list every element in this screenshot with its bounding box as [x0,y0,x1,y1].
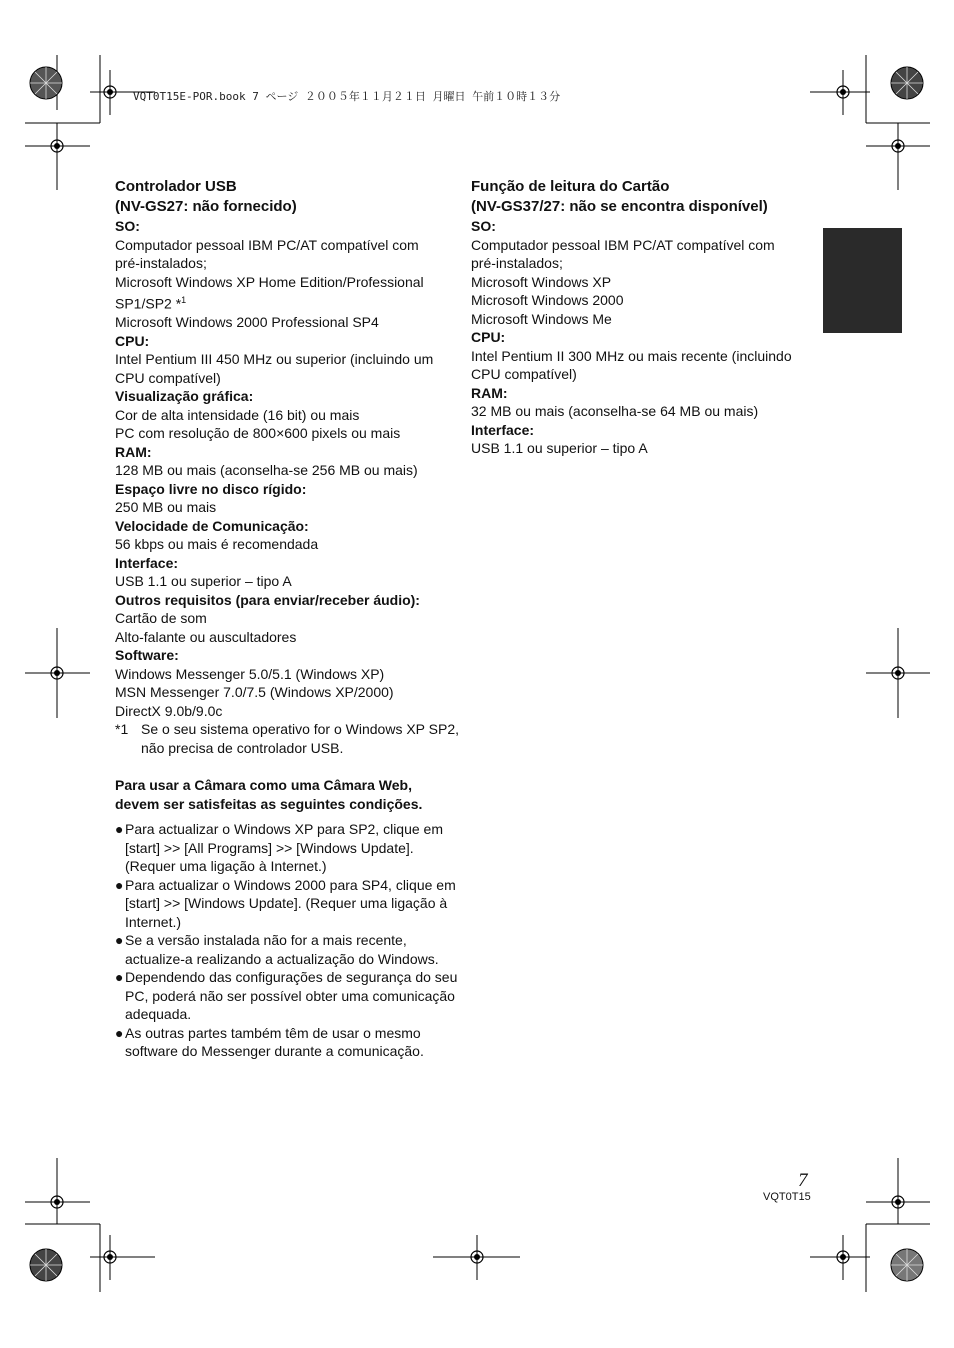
other-line: Cartão de som [115,610,207,627]
bullet-icon: ● [115,1024,124,1041]
bullet-icon: ● [115,932,124,949]
so-line: Microsoft Windows 2000 Professional SP4 [115,314,379,331]
software-line: MSN Messenger 7.0/7.5 (Windows XP/2000) [115,684,394,701]
bullet-icon: ● [115,969,124,986]
footnote-mark: *1 [115,721,129,738]
interface-value: USB 1.1 ou superior – tipo A [471,440,648,456]
bullet-text: Para actualizar o Windows XP para SP2, clique em [start] >> [All Programs] >> [Windows Update]. (Requer uma ligação à Internet.) [125,821,444,875]
print-header: VQT0T15E-POR.book 7 ページ ２００５年１１月２１日 月曜日 午前１０時１３分 [133,90,561,103]
list-item [115,876,460,932]
speed-label: Velocidade de Comunicação: [115,517,309,534]
footnote-ref: 1 [181,295,187,305]
ram-label: RAM: [115,443,152,460]
ram-value: 32 MB ou mais (aconselha-se 64 MB ou mais) [471,403,759,419]
so-sp-line [115,291,460,313]
list-item [115,820,460,876]
bullet-text: Para actualizar o Windows 2000 para SP4, clique em [start] >> [Windows Update]. (Requer uma ligação à Internet.) [125,876,456,930]
left-title-2: (NV-GS27: não fornecido) [115,198,297,215]
right-title-2: (NV-GS37/27: não se encontra disponível) [471,198,768,215]
software-line: DirectX 9.0b/9.0c [115,702,223,719]
other-label: Outros requisitos (para enviar/receber áudio): [115,591,420,608]
conditions-list [115,820,460,1061]
display-label: Visualização gráfica: [115,388,254,405]
ram-label: RAM: [471,384,508,401]
right-column [471,177,816,458]
so-line: Microsoft Windows XP [471,273,612,290]
section-tab-marker [823,228,902,333]
so-line: pré-instalados; [115,255,207,271]
display-line: Cor de alta intensidade (16 bit) ou mais [115,406,360,423]
so-line: Computador pessoal IBM PC/AT compatível com [471,236,775,253]
bullet-text: As outras partes também têm de usar o mesmo software do Messenger durante a comunicação. [125,1024,424,1060]
right-title-1: Função de leitura do Cartão [471,178,670,195]
so-sp-text: SP1/SP2 * [115,295,182,312]
bullet-icon: ● [115,876,124,893]
interface-value: USB 1.1 ou superior – tipo A [115,573,292,590]
bullet-icon: ● [115,821,124,838]
cpu-label: CPU: [471,329,506,345]
cpu-line: CPU compatível) [471,366,577,382]
left-title-1: Controlador USB [115,178,237,195]
cpu-label: CPU: [115,332,150,349]
software-line: Windows Messenger 5.0/5.1 (Windows XP) [115,665,385,682]
page-number: 7 [798,1170,808,1191]
footnote [115,720,460,757]
webcam-heading-line: devem ser satisfeitas as seguintes condições. [115,795,423,812]
cpu-line: CPU compatível) [115,369,221,386]
software-label: Software: [115,647,179,664]
display-line: PC com resolução de 800×600 pixels ou mais [115,425,401,442]
other-line: Alto-falante ou auscultadores [115,628,297,645]
so-label: SO: [471,218,496,234]
bullet-text: Se a versão instalada não for a mais recente, actualize-a realizando a actualização do Windows. [125,932,439,967]
list-item [115,1024,460,1061]
so-line: Microsoft Windows XP Home Edition/Professional [115,273,424,290]
disk-label: Espaço livre no disco rígido: [115,480,307,497]
speed-value: 56 kbps ou mais é recomendada [115,536,319,553]
bullet-text: Dependendo das configurações de segurança do seu PC, poderá não ser possível obter uma comunicação adequada. [125,969,458,1023]
interface-label: Interface: [115,554,179,571]
so-label: SO: [115,218,140,234]
left-column [115,177,460,1061]
model-code: VQT0T15 [763,1191,811,1203]
webcam-heading [115,776,460,813]
so-line: pré-instalados; [471,255,563,271]
interface-label: Interface: [471,421,535,438]
list-item [115,931,460,968]
cpu-line: Intel Pentium III 450 MHz ou superior (incluindo um [115,351,434,368]
so-line: Computador pessoal IBM PC/AT compatível com [115,236,419,253]
so-line: Microsoft Windows Me [471,310,612,327]
cpu-line: Intel Pentium II 300 MHz ou mais recente (incluindo [471,347,792,364]
list-item [115,968,460,1024]
webcam-heading-line: Para usar a Câmara como uma Câmara Web, [115,777,412,794]
so-line: Microsoft Windows 2000 [471,292,624,308]
ram-value: 128 MB ou mais (aconselha-se 256 MB ou mais) [115,462,418,479]
disk-value: 250 MB ou mais [115,499,217,516]
footnote-text: Se o seu sistema operativo for o Windows XP SP2, não precisa de controlador USB. [141,721,460,756]
